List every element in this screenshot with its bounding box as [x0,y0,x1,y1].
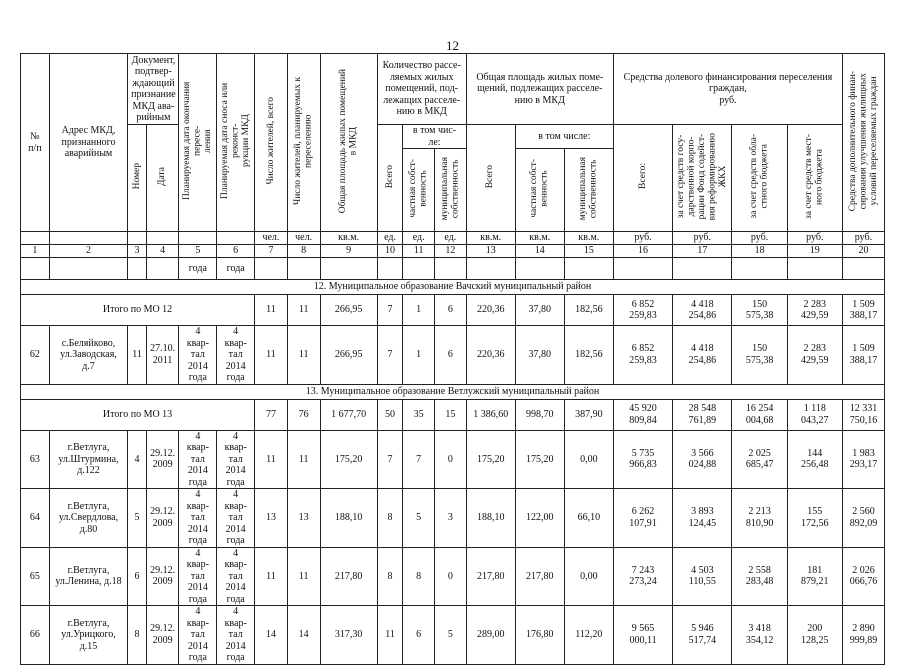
cell: 4 квар- тал 2014 года [179,489,217,548]
cell: 188,10 [320,489,377,548]
year-row [21,258,885,280]
table-row [21,606,885,665]
cell: 144 256,48 [787,430,842,489]
cell: 11 [377,606,403,665]
header-row-2 [21,125,885,149]
cell: 7 [377,295,403,326]
cell: 2 890 999,89 [842,606,884,665]
cell: 217,80 [466,547,515,606]
cell: 27.10. 2011 [146,326,179,385]
unit-cell: ед. [434,232,466,245]
cell: 11 [255,326,288,385]
unit-cell: кв.м. [466,232,515,245]
cell: 200 128,25 [787,606,842,665]
cell: 37,80 [515,326,564,385]
cell: 45 920 809,84 [613,399,672,430]
cell: 266,95 [320,295,377,326]
header-area-total: Всего [466,125,515,232]
header-area-private: частная собст- венность [515,149,564,232]
unit-cell: чел. [287,232,320,245]
cell: 13 [255,489,288,548]
cell: 2 025 685,47 [732,430,787,489]
cell: 8 [377,547,403,606]
cell: 8 [377,489,403,548]
col-number: 17 [673,245,732,258]
col-number: 10 [377,245,403,258]
unit-cell: руб. [613,232,672,245]
header-residents-total: Число жителей, всего [255,54,288,232]
header-count-private: частная собст- венность [403,149,435,232]
cell: 8 [128,606,146,665]
header-planned-end: Планируемая дата окончания пересе- ления [179,54,217,232]
cell: 4 [128,430,146,489]
year-cell: года [217,258,255,280]
col-number: 20 [842,245,884,258]
cell: 182,56 [564,326,613,385]
cell: 182,56 [564,295,613,326]
units-row [21,232,885,245]
cell: 5 [128,489,146,548]
unit-cell: руб. [732,232,787,245]
col-number: 14 [515,245,564,258]
col-number: 9 [320,245,377,258]
cell: 188,10 [466,489,515,548]
cell: 6 [403,606,435,665]
cell: 4 503 110,55 [673,547,732,606]
unit-cell: кв.м. [320,232,377,245]
table-row [21,489,885,548]
cell: 12 331 750,16 [842,399,884,430]
col-number: 8 [287,245,320,258]
cell: 11 [255,547,288,606]
header-residents-planned: Число жителей, планируемых к переселению [287,54,320,232]
cell: 4 квар- тал 2014 года [179,430,217,489]
unit-cell: руб. [842,232,884,245]
cell: 6 852 259,83 [613,326,672,385]
cell: 175,20 [320,430,377,489]
col-number: 15 [564,245,613,258]
unit-cell: чел. [255,232,288,245]
header-funds-region: за счет средств обла- стного бюджета [732,125,787,232]
cell: 7 [403,430,435,489]
cell: 29.12. 2009 [146,430,179,489]
unit-cell: ед. [377,232,403,245]
cell: 76 [287,399,320,430]
cell: 9 565 000,11 [613,606,672,665]
column-numbers-row [21,245,885,258]
cell: 4 квар- тал 2014 года [179,606,217,665]
cell: 65 [21,547,50,606]
cell: 1 [403,295,435,326]
cell: 155 172,56 [787,489,842,548]
header-planned-demolition: Планируемая дата сноса или реконст- рукции МКД [217,54,255,232]
cell: 66 [21,606,50,665]
col-number: 18 [732,245,787,258]
cell: 217,80 [320,547,377,606]
cell: 289,00 [466,606,515,665]
cell: 11 [128,326,146,385]
cell: 6 [128,547,146,606]
cell: 29.12. 2009 [146,547,179,606]
col-number: 5 [179,245,217,258]
unit-cell: кв.м. [564,232,613,245]
cell: 11 [255,295,288,326]
cell: 1 118 043,27 [787,399,842,430]
cell: 14 [255,606,288,665]
cell: 217,80 [515,547,564,606]
cell: 11 [287,547,320,606]
col-number: 12 [434,245,466,258]
col-number: 2 [49,245,128,258]
cell: 175,20 [466,430,515,489]
cell: 2 283 429,59 [787,326,842,385]
cell: 7 [377,430,403,489]
cell: 3 418 354,12 [732,606,787,665]
section-title: 12. Муниципальное образование Вачский муниципальный район [21,280,885,295]
cell: 11 [287,295,320,326]
cell: 66,10 [564,489,613,548]
col-number: 4 [146,245,179,258]
col-number: 19 [787,245,842,258]
cell: 29.12. 2009 [146,606,179,665]
col-number: 11 [403,245,435,258]
cell: 0,00 [564,547,613,606]
col-number: 7 [255,245,288,258]
cell: 4 квар- тал 2014 года [217,606,255,665]
cell: 6 262 107,91 [613,489,672,548]
header-doc-number: Номер [128,125,146,232]
table-row [21,430,885,489]
table-row [21,326,885,385]
unit-cell: кв.м. [515,232,564,245]
cell: 5 946 517,74 [673,606,732,665]
cell: 2 026 066,76 [842,547,884,606]
cell: 3 [434,489,466,548]
header-count-municipal: муниципальная собственность [434,149,466,232]
cell: 16 254 004,68 [732,399,787,430]
page-number: 12 [446,38,459,53]
cell: 387,90 [564,399,613,430]
table-row [21,547,885,606]
cell: 63 [21,430,50,489]
cell: 4 квар- тал 2014 года [217,326,255,385]
address-cell: г.Ветлуга, ул.Штурмина, д.122 [49,430,128,489]
cell: 13 [287,489,320,548]
cell: 2 558 283,48 [732,547,787,606]
cell: 3 893 124,45 [673,489,732,548]
cell: 50 [377,399,403,430]
col-number: 3 [128,245,146,258]
cell: 7 [377,326,403,385]
cell: 122,00 [515,489,564,548]
header-funds-total: Всего: [613,125,672,232]
header-count-incl: в том чис- ле: [403,125,466,149]
cell: 8 [403,547,435,606]
cell: 0 [434,430,466,489]
header-area-incl: в том числе: [515,125,613,149]
header-funds-fund: за счет средств госу- дарственной корпо- рации Фонд содейст- вия реформированию ЖКХ [673,125,732,232]
cell: 1 509 388,17 [842,295,884,326]
section-12-total-row [21,295,885,326]
total-label: Итого по МО 12 [21,295,255,326]
cell: 4 квар- тал 2014 года [217,547,255,606]
cell: 28 548 761,89 [673,399,732,430]
cell: 220,36 [466,326,515,385]
cell: 77 [255,399,288,430]
cell: 2 283 429,59 [787,295,842,326]
unit-cell: руб. [673,232,732,245]
cell: 175,20 [515,430,564,489]
cell: 7 243 273,24 [613,547,672,606]
year-cell: года [179,258,217,280]
header-count-total: Всего [377,125,403,232]
header-area-group: Общая площадь жилых поме- щений, подлежащих расселе- нию в МКД [466,54,613,125]
section-13-title-row [21,384,885,399]
header-area-municipal: муниципальная собственность [564,149,613,232]
cell: 112,20 [564,606,613,665]
cell: 64 [21,489,50,548]
cell: 6 852 259,83 [613,295,672,326]
cell: 1 677,70 [320,399,377,430]
cell: 220,36 [466,295,515,326]
cell: 6 [434,295,466,326]
cell: 14 [287,606,320,665]
cell: 150 575,38 [732,295,787,326]
header-additional: Средства дополнительного финан- сирования улучшения жилищных условий переселяемых граждан [842,54,884,232]
cell: 150 575,38 [732,326,787,385]
cell: 4 418 254,86 [673,295,732,326]
address-cell: г.Ветлуга, ул.Свердлова, д.80 [49,489,128,548]
unit-cell: руб. [787,232,842,245]
cell: 11 [255,430,288,489]
col-number: 13 [466,245,515,258]
cell: 266,95 [320,326,377,385]
cell: 4 квар- тал 2014 года [179,547,217,606]
col-number: 6 [217,245,255,258]
cell: 1 [403,326,435,385]
cell: 998,70 [515,399,564,430]
cell: 2 560 892,09 [842,489,884,548]
cell: 4 418 254,86 [673,326,732,385]
cell: 4 квар- тал 2014 года [217,489,255,548]
address-cell: с.Беляйково, ул.Заводская, д.7 [49,326,128,385]
cell: 11 [287,326,320,385]
address-cell: г.Ветлуга, ул.Урицкого, д.15 [49,606,128,665]
cell: 1 509 388,17 [842,326,884,385]
cell: 5 [434,606,466,665]
cell: 3 566 024,88 [673,430,732,489]
section-12-title-row [21,280,885,295]
col-number: 1 [21,245,50,258]
header-count-group: Количество рассе- ляемых жилых помещений, под- лежащих расселе- нию в МКД [377,54,466,125]
cell: 6 [434,326,466,385]
address-cell: г.Ветлуга, ул.Ленина, д.18 [49,547,128,606]
cell: 35 [403,399,435,430]
header-address: Адрес МКД, признанного аварийным [49,54,128,232]
cell: 1 983 293,17 [842,430,884,489]
cell: 29.12. 2009 [146,489,179,548]
section-title: 13. Муниципальное образование Ветлужский муниципальный район [21,384,885,399]
cell: 1 386,60 [466,399,515,430]
header-funds-group: Средства долевого финансирования переселения граждан, руб. [613,54,842,125]
cell: 11 [287,430,320,489]
cell: 2 213 810,90 [732,489,787,548]
cell: 5 735 966,83 [613,430,672,489]
header-document: Документ, подтвер- ждающий признание МКД ава- рийным [128,54,179,125]
cell: 176,80 [515,606,564,665]
header-doc-date: Дата [146,125,179,232]
header-total-area: Общая площадь жилых помещений в МКД [320,54,377,232]
cell: 15 [434,399,466,430]
cell: 62 [21,326,50,385]
section-13-total-row [21,399,885,430]
cell: 317,30 [320,606,377,665]
header-funds-local: за счет средств мест- ного бюджета [787,125,842,232]
cell: 37,80 [515,295,564,326]
cell: 0,00 [564,430,613,489]
cell: 4 квар- тал 2014 года [179,326,217,385]
cell: 5 [403,489,435,548]
total-label: Итого по МО 13 [21,399,255,430]
col-number: 16 [613,245,672,258]
cell: 0 [434,547,466,606]
header-num: № п/п [21,54,50,232]
cell: 4 квар- тал 2014 года [217,430,255,489]
header-row-1 [21,54,885,125]
resettlement-table [20,53,885,665]
unit-cell: ед. [403,232,435,245]
cell: 181 879,21 [787,547,842,606]
